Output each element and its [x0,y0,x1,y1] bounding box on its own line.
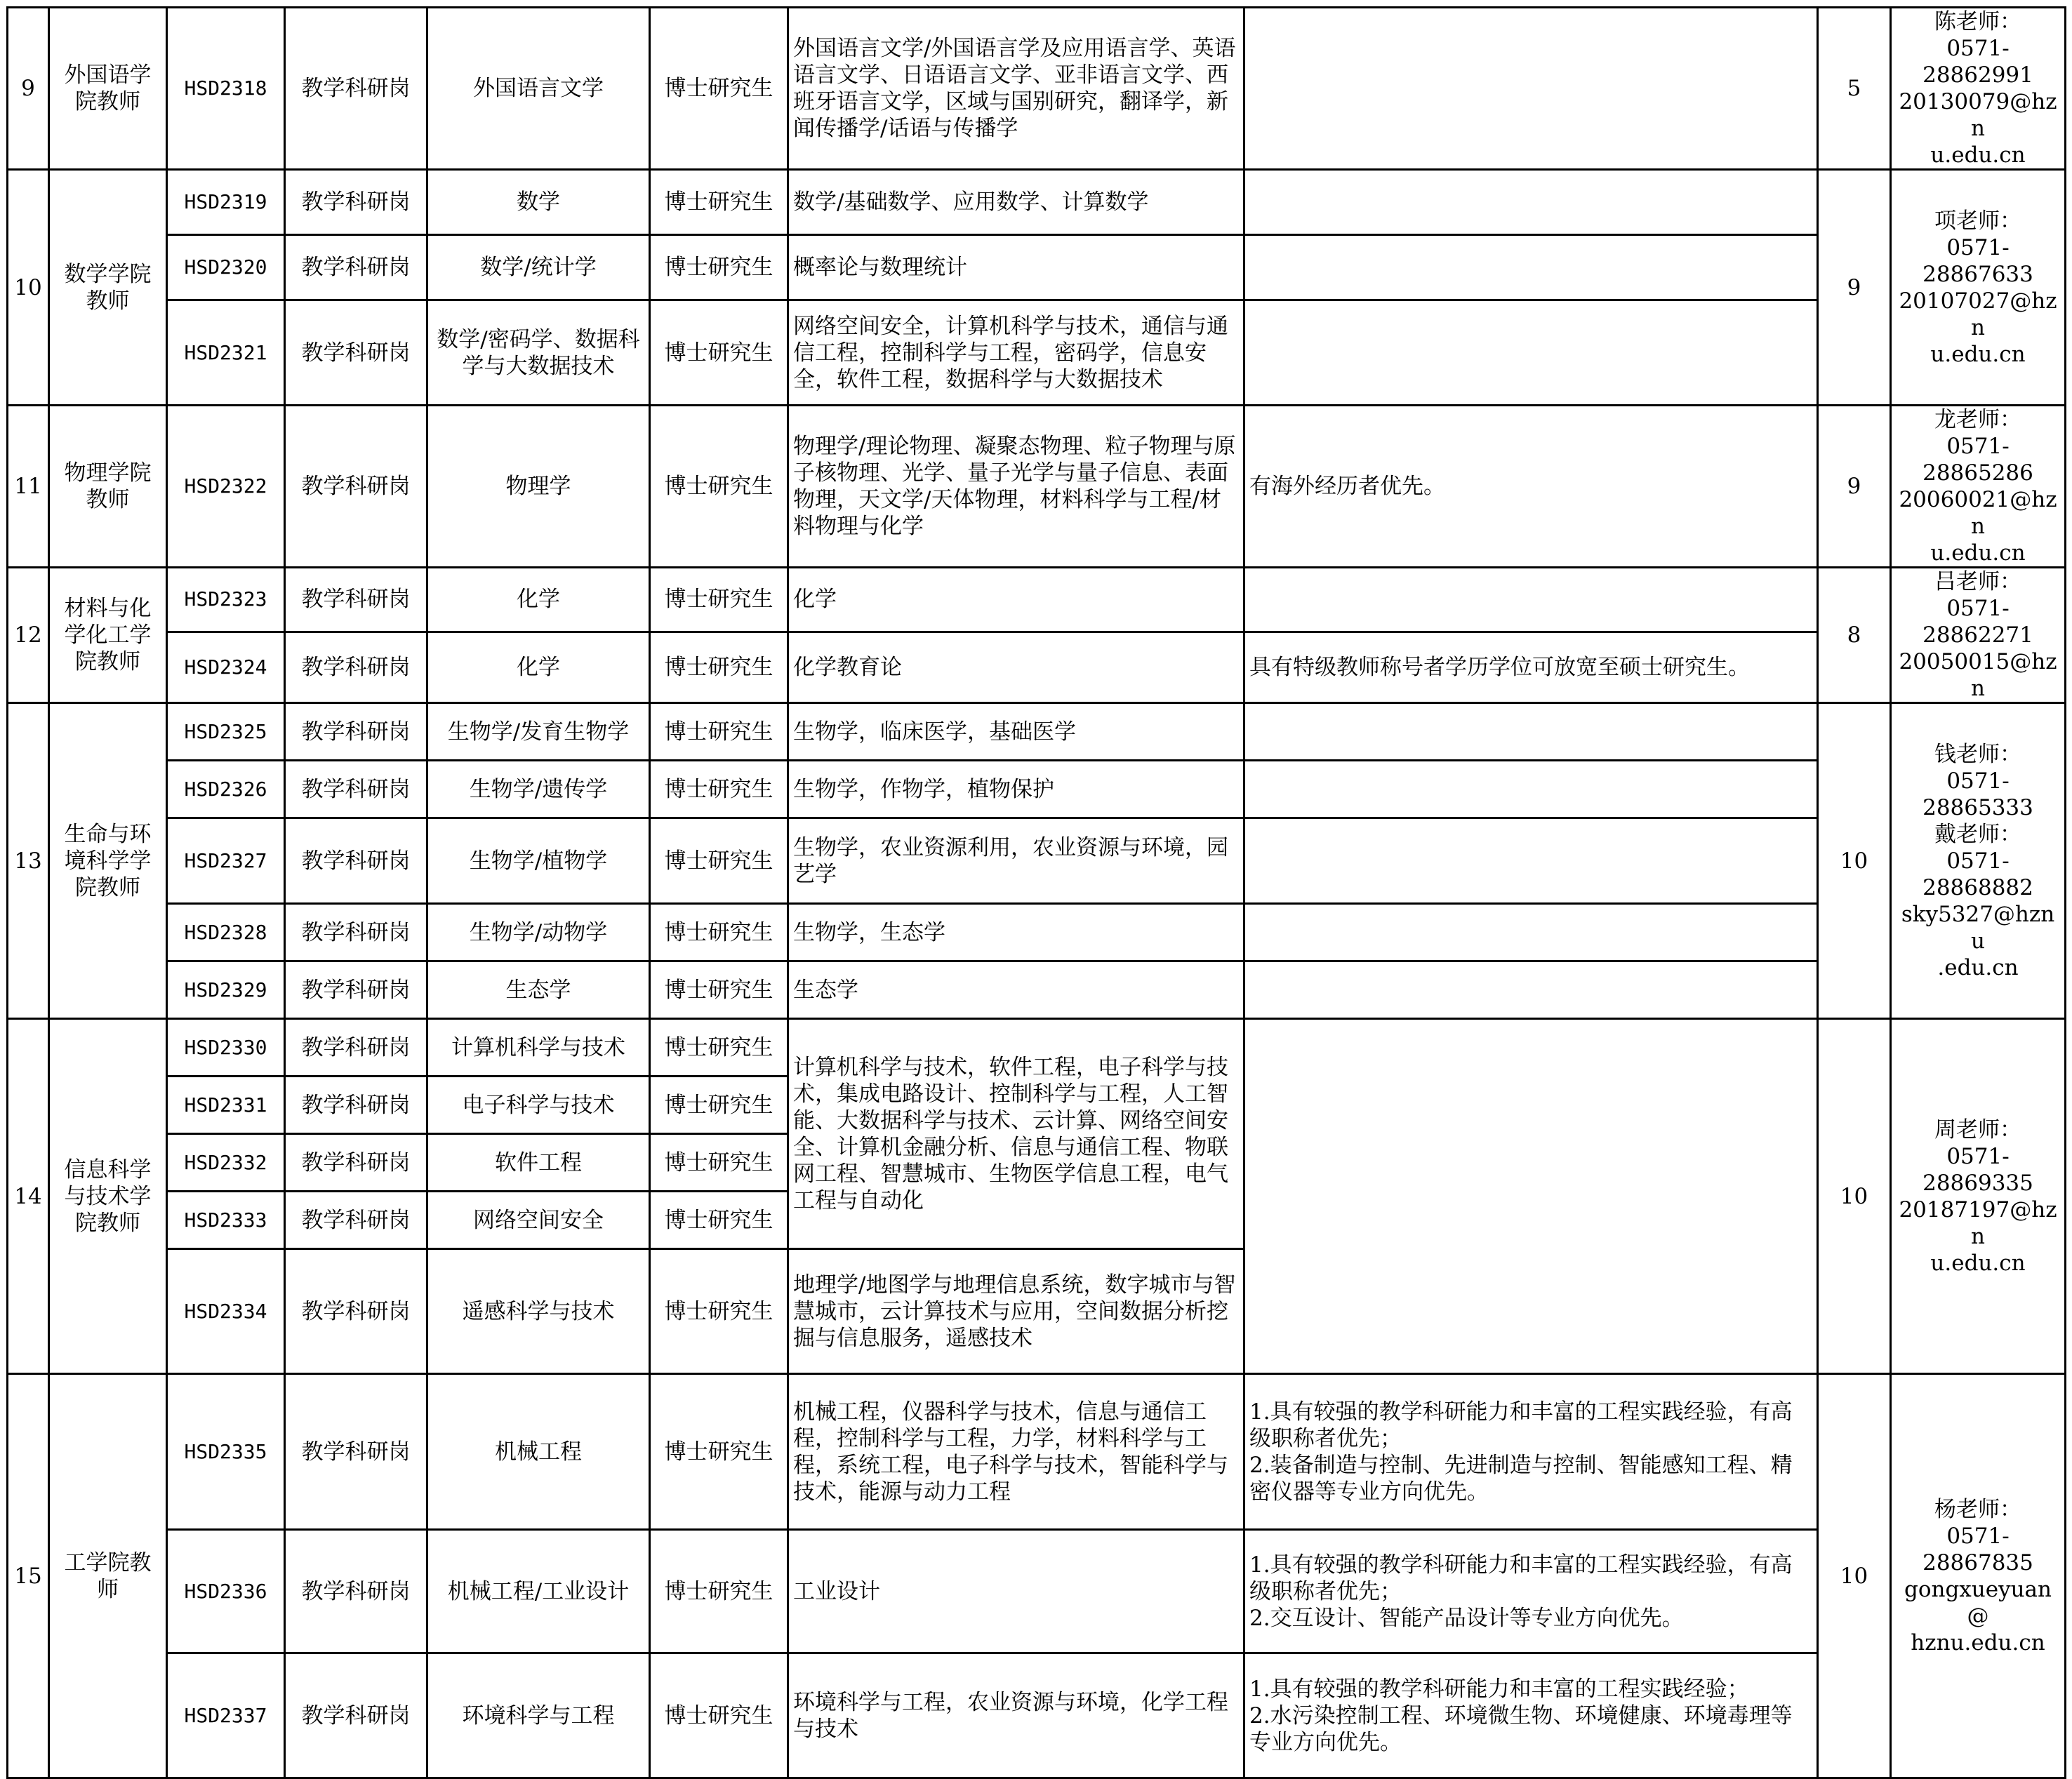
major-requirement: 化学教育论 [788,632,1244,702]
contact-line: 钱老师： [1934,741,2021,767]
other-requirement [1244,300,1818,406]
table-row [8,703,2066,761]
unit-name: 信息科学与技术学院教师 [49,1019,167,1374]
unit-name: 数学学院教师 [49,170,167,406]
table-row [8,1530,2066,1653]
discipline: 外国语言文学 [427,8,650,170]
table-row [8,235,2066,300]
contact-line: 20187197@hzn [1899,1197,2057,1249]
other-requirement [1244,1653,1818,1778]
education: 博士研究生 [650,961,788,1019]
discipline: 物理学 [427,406,650,568]
row-number: 11 [8,406,49,568]
contact [1891,406,2066,568]
major-requirement: 生物学，生态学 [788,904,1244,961]
major-requirement: 外国语言文学/外国语言学及应用语言学、英语语言文学、日语语言文学、亚非语言文学、西班牙语言文学，区域与国别研究，翻译学，新闻传播学/话语与传播学 [788,8,1244,170]
contact [1891,8,2066,170]
education: 博士研究生 [650,170,788,235]
unit-name: 工学院教师 [49,1374,167,1778]
headcount: 10 [1818,1019,1891,1374]
contact-line: 吕老师： [1934,569,2021,594]
contact-line: 陈老师： [1934,9,2021,34]
discipline: 生物学/遗传学 [427,761,650,818]
contact-line: 28865333 [1922,794,2033,820]
contact-line: 0571- [1946,36,2010,61]
job-code: HSD2328 [167,904,285,961]
contact-line: 20130079@hzn [1899,89,2057,141]
other-requirement [1244,568,1818,632]
row-number: 13 [8,703,49,1019]
contact-line: 28868882 [1922,874,2033,900]
table-row [8,568,2066,632]
discipline: 软件工程 [427,1134,650,1192]
education: 博士研究生 [650,568,788,632]
discipline: 数学/统计学 [427,235,650,300]
job-code: HSD2335 [167,1374,285,1530]
job-code: HSD2324 [167,632,285,702]
job-code: HSD2322 [167,406,285,568]
job-code: HSD2334 [167,1249,285,1374]
major-requirement: 环境科学与工程，农业资源与环境，化学工程与技术 [788,1653,1244,1778]
major-requirement: 工业设计 [788,1530,1244,1653]
discipline: 生物学/植物学 [427,818,650,904]
other-requirement [1244,904,1818,961]
headcount: 10 [1818,703,1891,1019]
education: 博士研究生 [650,1192,788,1249]
contact-line: 0571- [1946,768,2010,794]
discipline: 网络空间安全 [427,1192,650,1249]
contact-line: 0571- [1946,234,2010,260]
job-code: HSD2327 [167,818,285,904]
requirement-line: 1.具有较强的教学科研能力和丰富的工程实践经验，有高级职称者优先； [1249,1399,1793,1451]
contact [1891,703,2066,1019]
row-number: 10 [8,170,49,406]
contact-line: 28862271 [1922,622,2033,648]
unit-name: 外国语学院教师 [49,8,167,170]
requirement-line: 1.具有较强的教学科研能力和丰富的工程实践经验，有高级职称者优先； [1249,1552,1793,1604]
job-code: HSD2318 [167,8,285,170]
job-type: 教学科研岗 [285,1530,427,1653]
job-type: 教学科研岗 [285,8,427,170]
job-type: 教学科研岗 [285,1192,427,1249]
table-row [8,300,2066,406]
job-code: HSD2319 [167,170,285,235]
other-requirement [1244,1374,1818,1530]
contact-line: u.edu.cn [1930,540,2026,566]
discipline: 机械工程 [427,1374,650,1530]
table-row [8,8,2066,170]
major-requirement: 生物学，临床医学，基础医学 [788,703,1244,761]
unit-name: 物理学院教师 [49,406,167,568]
job-code: HSD2333 [167,1192,285,1249]
job-type: 教学科研岗 [285,235,427,300]
contact-line: 项老师： [1934,208,2021,234]
discipline: 生态学 [427,961,650,1019]
headcount: 10 [1818,1374,1891,1778]
other-requirement [1244,8,1818,170]
contact-line: 0571- [1946,1523,2010,1549]
job-code: HSD2332 [167,1134,285,1192]
table-row [8,961,2066,1019]
contact-line: u.edu.cn [1930,1250,2026,1276]
job-type: 教学科研岗 [285,703,427,761]
other-requirement [1244,703,1818,761]
education: 博士研究生 [650,1019,788,1077]
major-requirement: 概率论与数理统计 [788,235,1244,300]
job-type: 教学科研岗 [285,961,427,1019]
headcount: 9 [1818,406,1891,568]
job-code: HSD2326 [167,761,285,818]
contact-line: 20060021@hzn [1899,487,2057,539]
table-row [8,406,2066,568]
job-type: 教学科研岗 [285,1134,427,1192]
contact-line: 杨老师： [1934,1496,2021,1522]
job-type: 教学科研岗 [285,170,427,235]
contact [1891,568,2066,703]
contact-line: .edu.cn [1937,954,2019,980]
job-code: HSD2325 [167,703,285,761]
major-requirement: 地理学/地图学与地理信息系统，数字城市与智慧城市，云计算技术与应用，空间数据分析挖掘与信息服务，遥感技术 [788,1249,1244,1374]
education: 博士研究生 [650,300,788,406]
table-row [8,632,2066,702]
major-requirement: 生物学，农业资源利用，农业资源与环境，园艺学 [788,818,1244,904]
job-type: 教学科研岗 [285,1249,427,1374]
job-type: 教学科研岗 [285,568,427,632]
job-type: 教学科研岗 [285,1653,427,1778]
discipline: 计算机科学与技术 [427,1019,650,1077]
other-requirement [1244,235,1818,300]
row-number: 9 [8,8,49,170]
discipline: 化学 [427,568,650,632]
unit-name: 材料与化学化工学院教师 [49,568,167,703]
contact [1891,170,2066,406]
job-code: HSD2329 [167,961,285,1019]
contact-line: 20050015@hzn [1899,649,2057,701]
discipline: 化学 [427,632,650,702]
major-requirement: 数学/基础数学、应用数学、计算数学 [788,170,1244,235]
other-requirement: 具有特级教师称号者学历学位可放宽至硕士研究生。 [1244,632,1818,702]
contact [1891,1019,2066,1374]
table-row [8,170,2066,235]
contact-line: 20107027@hzn [1899,288,2057,340]
contact-line: hznu.edu.cn [1911,1630,2045,1655]
education: 博士研究生 [650,8,788,170]
contact-line: 0571- [1946,848,2010,874]
education: 博士研究生 [650,1530,788,1653]
other-requirement: 有海外经历者优先。 [1244,406,1818,568]
education: 博士研究生 [650,1077,788,1134]
table-row [8,761,2066,818]
education: 博士研究生 [650,632,788,702]
major-requirement: 物理学/理论物理、凝聚态物理、粒子物理与原子核物理、光学、量子光学与量子信息、表面物理，天文学/天体物理，材料科学与工程/材料物理与化学 [788,406,1244,568]
contact-line: 0571- [1946,434,2010,459]
job-code: HSD2337 [167,1653,285,1778]
education: 博士研究生 [650,1374,788,1530]
discipline: 生物学/发育生物学 [427,703,650,761]
job-code: HSD2336 [167,1530,285,1653]
job-type: 教学科研岗 [285,300,427,406]
job-type: 教学科研岗 [285,1374,427,1530]
education: 博士研究生 [650,904,788,961]
requirement-line: 2.装备制造与控制、先进制造与控制、智能感知工程、精密仪器等专业方向优先。 [1249,1452,1793,1505]
contact-line: 28865286 [1922,460,2033,486]
job-type: 教学科研岗 [285,406,427,568]
row-number: 12 [8,568,49,703]
contact-line: u.edu.cn [1930,341,2026,367]
job-code: HSD2330 [167,1019,285,1077]
other-requirement [1244,818,1818,904]
row-number: 14 [8,1019,49,1374]
job-type: 教学科研岗 [285,818,427,904]
education: 博士研究生 [650,1653,788,1778]
job-code: HSD2321 [167,300,285,406]
contact-line: 龙老师： [1934,407,2021,432]
contact-line: 周老师： [1934,1117,2021,1142]
discipline: 机械工程/工业设计 [427,1530,650,1653]
education: 博士研究生 [650,1249,788,1374]
contact-line: 28867633 [1922,261,2033,287]
table-row [8,818,2066,904]
major-requirement: 化学 [788,568,1244,632]
contact-line: 0571- [1946,596,2010,621]
table-row [8,1019,2066,1077]
requirement-line: 1.具有较强的教学科研能力和丰富的工程实践经验； [1249,1676,1749,1702]
contact-line: sky5327@hznu [1901,901,2055,954]
other-requirement [1244,1019,1818,1374]
requirement-line: 2.水污染控制工程、环境微生物、环境健康、环境毒理等专业方向优先。 [1249,1703,1793,1755]
contact-line: 28869335 [1922,1170,2033,1196]
education: 博士研究生 [650,761,788,818]
education: 博士研究生 [650,235,788,300]
education: 博士研究生 [650,703,788,761]
major-requirement: 生态学 [788,961,1244,1019]
other-requirement [1244,761,1818,818]
discipline: 数学 [427,170,650,235]
unit-name: 生命与环境科学学院教师 [49,703,167,1019]
discipline: 生物学/动物学 [427,904,650,961]
education: 博士研究生 [650,1134,788,1192]
contact [1891,1374,2066,1778]
other-requirement [1244,170,1818,235]
job-code: HSD2323 [167,568,285,632]
discipline: 环境科学与工程 [427,1653,650,1778]
education: 博士研究生 [650,406,788,568]
job-code: HSD2320 [167,235,285,300]
major-requirement: 计算机科学与技术，软件工程，电子科学与技术，集成电路设计、控制科学与工程，人工智能、大数据科学与技术、云计算、网络空间安全、计算机金融分析、信息与通信工程、物联网工程、智慧城市、生物医学信息工程，电气工程与自动化 [788,1019,1244,1249]
other-requirement [1244,1530,1818,1653]
job-type: 教学科研岗 [285,1077,427,1134]
row-number: 15 [8,1374,49,1778]
discipline: 数学/密码学、数据科学与大数据技术 [427,300,650,406]
contact-line: 28867835 [1922,1550,2033,1575]
job-type: 教学科研岗 [285,761,427,818]
discipline: 电子科学与技术 [427,1077,650,1134]
major-requirement: 生物学，作物学，植物保护 [788,761,1244,818]
major-requirement: 网络空间安全，计算机科学与技术，通信与通信工程，控制科学与工程，密码学，信息安全，软件工程，数据科学与大数据技术 [788,300,1244,406]
contact-line: 28862991 [1922,62,2033,88]
discipline: 遥感科学与技术 [427,1249,650,1374]
education: 博士研究生 [650,818,788,904]
contact-line: 0571- [1946,1143,2010,1169]
headcount: 8 [1818,568,1891,703]
headcount: 5 [1818,8,1891,170]
table-row [8,904,2066,961]
recruitment-table [6,6,2066,1779]
job-code: HSD2331 [167,1077,285,1134]
contact-line: u.edu.cn [1930,142,2026,168]
job-type: 教学科研岗 [285,1019,427,1077]
job-type: 教学科研岗 [285,632,427,702]
contact-line: 戴老师： [1934,821,2021,847]
table-row [8,1374,2066,1530]
job-type: 教学科研岗 [285,904,427,961]
contact-line: gongxueyuan@ [1904,1576,2052,1629]
headcount: 9 [1818,170,1891,406]
major-requirement: 机械工程，仪器科学与技术，信息与通信工程，控制科学与工程，力学，材料科学与工程，系统工程，电子科学与技术，智能科学与技术，能源与动力工程 [788,1374,1244,1530]
requirement-line: 2.交互设计、智能产品设计等专业方向优先。 [1249,1605,1684,1631]
other-requirement [1244,961,1818,1019]
table-row [8,1653,2066,1778]
